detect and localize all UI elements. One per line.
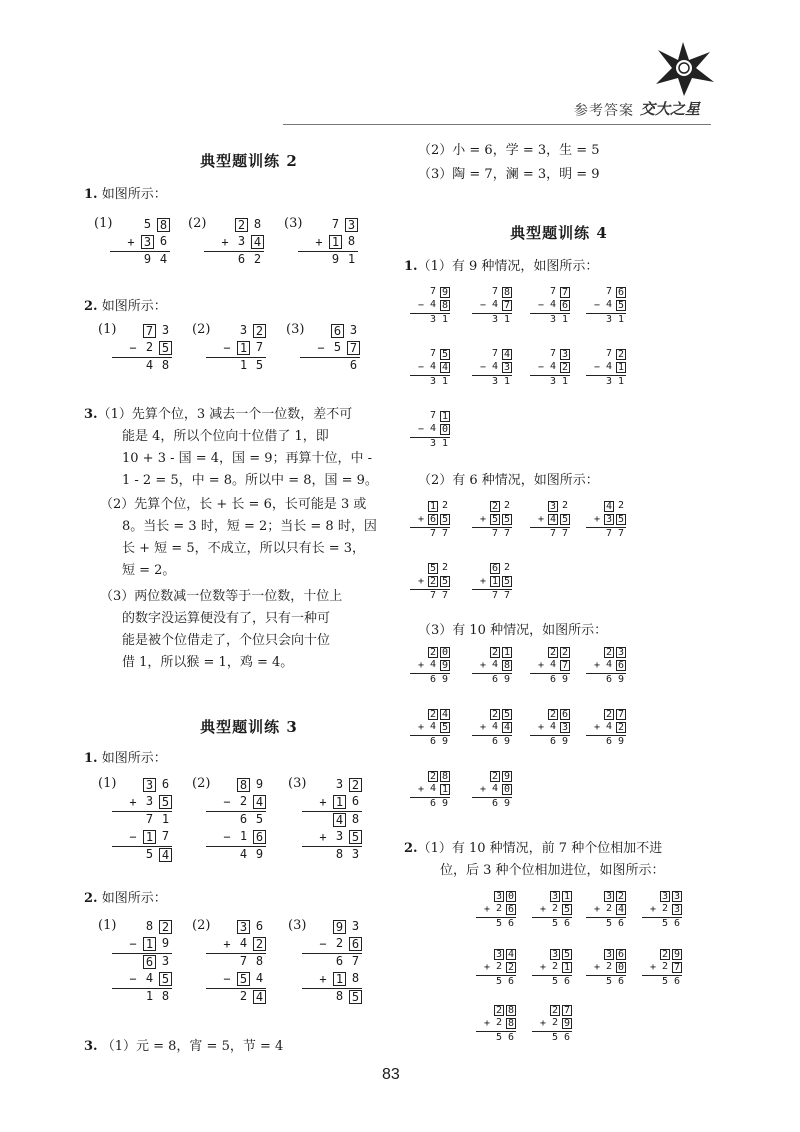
arith-s4-d9: 2 8 + 2 8 5 6 bbox=[476, 1004, 516, 1044]
s3-q3-part3: （3）陶 = 7，澜 = 3，明 = 9 bbox=[418, 167, 600, 182]
arith-s4-d6: 3 5 + 2 1 5 6 bbox=[532, 948, 572, 988]
s4-q1-p1: 1.（1）有 9 种情况，如图所示： bbox=[404, 259, 599, 274]
label-3: (3) bbox=[288, 776, 307, 791]
arith-s4-d2: 3 1 + 2 5 5 6 bbox=[532, 890, 572, 930]
arith-s3q2-1: 8 2 − 1 9 6 3 − 4 5 1 8 bbox=[112, 918, 172, 1005]
label-1: (1) bbox=[98, 776, 117, 791]
arith-s4-a4: 7 6 − 4 5 3 1 bbox=[586, 286, 626, 326]
star-logo-icon bbox=[648, 38, 718, 98]
arith-s4-c6: 2 5 + 4 4 6 9 bbox=[472, 708, 512, 748]
arith-s4-c1: 2 0 + 4 9 6 9 bbox=[410, 646, 450, 686]
section-title-4: 典型题训练 4 bbox=[510, 224, 608, 242]
arith-s3q2-2: 3 6 + 4 2 7 8 − 5 4 2 4 bbox=[206, 918, 266, 1005]
arith-s4-d3: 3 2 + 2 4 5 6 bbox=[586, 890, 626, 930]
label-2: (2) bbox=[192, 918, 211, 933]
section-title-3: 典型题训练 3 bbox=[200, 718, 298, 736]
arith-s2q1-2: 2 8 + 3 4 6 2 bbox=[204, 216, 264, 268]
arith-s2q1-1: 5 8 + 3 6 9 4 bbox=[110, 216, 170, 268]
arith-s3q1-2: 8 9 − 2 4 6 5 − 1 6 4 9 bbox=[206, 776, 266, 863]
arith-s4-d8: 2 9 + 2 7 5 6 bbox=[642, 948, 682, 988]
arith-s2q2-2: 3 2 − 1 7 1 5 bbox=[206, 322, 266, 374]
arith-s4-a2: 7 8 − 4 7 3 1 bbox=[472, 286, 512, 326]
label-2: (2) bbox=[188, 216, 207, 231]
arith-s4-c3: 2 2 + 4 7 6 9 bbox=[530, 646, 570, 686]
arith-s4-a7: 7 3 − 4 2 3 1 bbox=[530, 348, 570, 388]
arith-s4-c2: 2 1 + 4 8 6 9 bbox=[472, 646, 512, 686]
arith-s4-a6: 7 4 − 4 3 3 1 bbox=[472, 348, 512, 388]
arith-s4-d7: 3 6 + 2 0 5 6 bbox=[586, 948, 626, 988]
arith-s4-d1: 3 0 + 2 6 5 6 bbox=[476, 890, 516, 930]
arith-s4-d5: 3 4 + 2 2 5 6 bbox=[476, 948, 516, 988]
arith-s4-a3: 7 7 − 4 6 3 1 bbox=[530, 286, 570, 326]
arith-s4-b4: 4 2 + 3 5 7 7 bbox=[586, 500, 626, 540]
s4-q2: 2.（1）有 10 种情况，前 7 种个位相加不进 位，后 3 种个位相加进位，如图所示： bbox=[404, 841, 665, 878]
s3-q1: 1. 如图所示： bbox=[84, 751, 167, 766]
s3-q2: 2. 如图所示： bbox=[84, 891, 167, 906]
arith-s4-d4: 3 3 + 2 3 5 6 bbox=[642, 890, 682, 930]
arith-s2q2-1: 7 3 − 2 5 4 8 bbox=[112, 322, 172, 374]
header-divider bbox=[283, 124, 711, 125]
s2-q3-part3: （3）两位数减一位数等于一位数，十位上 的数字没运算便没有了，只有一种可 能是被个位借走了，个位只会向十位 借 1，所以猴 = 1，鸡 = 4。 bbox=[100, 589, 343, 670]
arith-s4-c7: 2 6 + 4 3 6 9 bbox=[530, 708, 570, 748]
label-1: (1) bbox=[98, 918, 117, 933]
s2-q1: 1. 如图所示： bbox=[84, 187, 167, 202]
arith-s4-a5: 7 5 − 4 4 3 1 bbox=[410, 348, 450, 388]
arith-s4-c4: 2 3 + 4 6 6 9 bbox=[586, 646, 626, 686]
s4-q1-p3: （3）有 10 种情况，如图所示： bbox=[418, 623, 608, 638]
s2-q3-part1: 3.（1）先算个位，3 减去一个一位数，差不可 能是 4，所以个位向十位借了 1，即 10 + 3 - 国 = 4，国 = 9；再算十位，中 - 1 - 2 = 5，中 = 8。所以中 = 8，国 = 9。 bbox=[84, 407, 378, 488]
header-section-label: 参考答案 bbox=[574, 103, 634, 119]
s3-q3-part2: （2）小 = 6，学 = 3，生 = 5 bbox=[418, 143, 600, 158]
s4-q1-p2: （2）有 6 种情况，如图所示： bbox=[418, 473, 599, 488]
arith-s4-b5: 5 2 + 2 5 7 7 bbox=[410, 562, 450, 602]
s2-q2: 2. 如图所示： bbox=[84, 299, 167, 314]
arith-s4-b3: 3 2 + 4 5 7 7 bbox=[530, 500, 570, 540]
label-2: (2) bbox=[192, 322, 211, 337]
label-1: (1) bbox=[94, 216, 113, 231]
s3-q3: 3. （1）元 = 8，宵 = 5，节 = 4 bbox=[84, 1039, 284, 1054]
arith-s2q2-3: 6 3 − 5 7 6 bbox=[300, 322, 360, 374]
s2-q3-part2: （2）先算个位，长 + 长 = 6，长可能是 3 或 8。当长 = 3 时，短 = 2；当长 = 8 时，因 长 + 短 = 5，不成立，所以只有长 = 3， 短 = 2。 bbox=[100, 497, 377, 578]
arith-s4-b1: 1 2 + 6 5 7 7 bbox=[410, 500, 450, 540]
arith-s4-d10: 2 7 + 2 9 5 6 bbox=[532, 1004, 572, 1044]
arith-s4-a9: 7 1 − 4 0 3 1 bbox=[410, 410, 450, 450]
label-1: (1) bbox=[98, 322, 117, 337]
brand-label: 交大之星 bbox=[640, 100, 701, 118]
arith-s4-a8: 7 2 − 4 1 3 1 bbox=[586, 348, 626, 388]
arith-s4-c10: 2 9 + 4 0 6 9 bbox=[472, 770, 512, 810]
arith-s4-b6: 6 2 + 1 5 7 7 bbox=[472, 562, 512, 602]
arith-s2q1-3: 7 3 + 1 8 9 1 bbox=[298, 216, 358, 268]
page-number: 83 bbox=[382, 1066, 400, 1083]
arith-s4-a1: 7 9 − 4 8 3 1 bbox=[410, 286, 450, 326]
arith-s4-c5: 2 4 + 4 5 6 9 bbox=[410, 708, 450, 748]
arith-s4-b2: 2 2 + 5 5 7 7 bbox=[472, 500, 512, 540]
section-title-2: 典型题训练 2 bbox=[200, 152, 298, 170]
arith-s3q1-1: 3 6 + 3 5 7 1 − 1 7 5 4 bbox=[112, 776, 172, 863]
label-3: (3) bbox=[284, 216, 303, 231]
arith-s4-c8: 2 7 + 4 2 6 9 bbox=[586, 708, 626, 748]
label-3: (3) bbox=[286, 322, 305, 337]
arith-s4-c9: 2 8 + 4 1 6 9 bbox=[410, 770, 450, 810]
label-2: (2) bbox=[192, 776, 211, 791]
arith-s3q2-3: 9 3 − 2 6 6 7 + 1 8 8 5 bbox=[302, 918, 362, 1005]
arith-s3q1-3: 3 2 + 1 6 4 8 + 3 5 8 3 bbox=[302, 776, 362, 863]
label-3: (3) bbox=[288, 918, 307, 933]
